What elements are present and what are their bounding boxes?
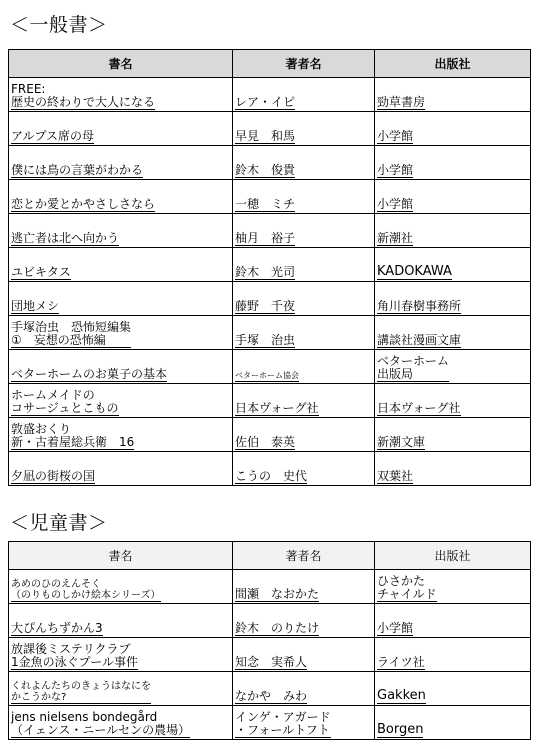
book-publisher: 日本ヴォーグ社 — [377, 400, 461, 415]
book-title: 放課後ミステリクラブ 1金魚の泳ぐプール事件 — [11, 641, 139, 669]
book-publisher: 双葉社 — [377, 468, 414, 483]
book-publisher-cell — [375, 180, 531, 214]
header-title: 書名 — [9, 542, 233, 570]
book-publisher: 小学館 — [377, 620, 414, 635]
table-row — [9, 604, 531, 638]
book-title: 大ぴんちずかん3 — [11, 620, 103, 635]
book-publisher: 小学館 — [377, 196, 414, 211]
book-author: ベターホーム協会 — [235, 371, 299, 380]
table-row — [9, 706, 531, 740]
table-row — [9, 570, 531, 604]
general-books-table — [8, 49, 531, 486]
book-title: FREE: 歴史の終わりで大人になる — [11, 81, 156, 109]
book-title: ベターホームのお菓子の基本 — [11, 366, 168, 381]
book-title: あめのひのえんそく （のりものしかけ絵本シリーズ） — [11, 579, 161, 601]
book-author: 鈴木 のりたけ — [235, 620, 320, 635]
book-title: ユビキタス — [11, 264, 71, 279]
book-author-cell — [233, 248, 375, 282]
table-row — [9, 384, 531, 418]
book-publisher: ライツ社 — [377, 654, 425, 669]
book-title: 僕には鳥の言葉がわかる — [11, 162, 144, 177]
book-title: 団地メシ — [11, 298, 60, 313]
book-title: 恋とか愛とかやさしさなら — [11, 196, 156, 211]
book-author-cell — [233, 706, 375, 740]
book-author: インゲ・アガード ・フォールトフト — [235, 709, 331, 737]
book-title-cell — [9, 706, 233, 740]
children-books-heading: ＜児童書＞ — [10, 512, 108, 534]
book-title-cell — [9, 180, 233, 214]
book-author-cell — [233, 112, 375, 146]
book-author: 手塚 治虫 — [235, 332, 296, 347]
table-row — [9, 146, 531, 180]
book-title-cell — [9, 418, 233, 452]
book-publisher: ベターホーム 出版局 — [377, 353, 450, 381]
book-title-cell — [9, 604, 233, 638]
book-author-cell — [233, 418, 375, 452]
book-title: jens nielsens bondegård （イェンス・ニールセンの農場） — [11, 709, 191, 737]
book-publisher: Gakken — [377, 687, 426, 703]
book-author: 藤野 千夜 — [235, 298, 296, 313]
book-publisher: KADOKAWA — [377, 263, 452, 279]
header-author: 著者名 — [233, 542, 375, 570]
book-title-cell — [9, 78, 233, 112]
table-row — [9, 452, 531, 486]
header-publisher: 出版社 — [375, 50, 531, 78]
book-publisher-cell — [375, 78, 531, 112]
book-publisher-cell — [375, 248, 531, 282]
book-author: こうの 史代 — [235, 468, 308, 483]
header-author: 著者名 — [233, 50, 375, 78]
book-author: なかや みわ — [235, 688, 308, 703]
book-publisher-cell — [375, 706, 531, 740]
book-publisher-cell — [375, 146, 531, 180]
book-title-cell — [9, 570, 233, 604]
table-row — [9, 316, 531, 350]
book-publisher-cell — [375, 214, 531, 248]
book-title-cell — [9, 248, 233, 282]
book-title-cell — [9, 672, 233, 706]
book-publisher-cell — [375, 112, 531, 146]
book-publisher: 新潮社 — [377, 230, 414, 245]
book-title-cell — [9, 384, 233, 418]
table-header-row — [9, 50, 531, 78]
book-title-cell — [9, 350, 233, 384]
book-title: ホームメイドの コサージュとこもの — [11, 387, 119, 415]
table-row — [9, 180, 531, 214]
book-author: 鈴木 俊貴 — [235, 162, 296, 177]
table-row — [9, 78, 531, 112]
children-books-table — [8, 541, 531, 740]
table-row — [9, 112, 531, 146]
book-publisher-cell — [375, 672, 531, 706]
book-title-cell — [9, 146, 233, 180]
book-publisher-cell — [375, 604, 531, 638]
book-author: 柚月 裕子 — [235, 230, 296, 245]
book-publisher-cell — [375, 570, 531, 604]
book-publisher-cell — [375, 350, 531, 384]
book-publisher-cell — [375, 316, 531, 350]
book-publisher: 勁草書房 — [377, 94, 426, 109]
book-author-cell — [233, 672, 375, 706]
book-author-cell — [233, 638, 375, 672]
book-author-cell — [233, 180, 375, 214]
table-row — [9, 350, 531, 384]
book-author-cell — [233, 316, 375, 350]
book-title: 手塚治虫 恐怖短編集 ① 妄想の恐怖編 — [11, 319, 132, 347]
book-title-cell — [9, 214, 233, 248]
book-publisher-cell — [375, 282, 531, 316]
book-author-cell — [233, 282, 375, 316]
book-title: 敦盛おくり 新・古着屋総兵衛 16 — [11, 421, 135, 449]
book-title-cell — [9, 282, 233, 316]
book-author-cell — [233, 78, 375, 112]
book-author-cell — [233, 384, 375, 418]
book-publisher: 角川春樹事務所 — [377, 298, 462, 313]
general-books-heading: ＜一般書＞ — [10, 14, 108, 36]
book-publisher: 小学館 — [377, 128, 414, 143]
book-author: 知念 実希人 — [235, 654, 308, 669]
table-row — [9, 418, 531, 452]
book-publisher-cell — [375, 418, 531, 452]
book-author: 一穂 ミチ — [235, 196, 296, 211]
book-title-cell — [9, 316, 233, 350]
book-publisher-cell — [375, 452, 531, 486]
book-publisher-cell — [375, 638, 531, 672]
book-author: レア・イピ — [235, 94, 296, 109]
book-author-cell — [233, 570, 375, 604]
book-publisher: 小学館 — [377, 162, 414, 177]
book-title: 夕凪の街桜の国 — [11, 468, 96, 483]
book-author: 早見 和馬 — [235, 128, 296, 143]
book-author: 鈴木 光司 — [235, 264, 296, 279]
table-row — [9, 282, 531, 316]
book-author: 日本ヴォーグ社 — [235, 400, 319, 415]
book-publisher: 新潮文庫 — [377, 434, 426, 449]
table-row — [9, 248, 531, 282]
book-author-cell — [233, 350, 375, 384]
book-publisher: ひさかた チャイルド — [377, 573, 437, 601]
book-title: くれよんたちのきょうはなにを かこうかな? — [11, 681, 151, 703]
book-author: 間瀬 なおかた — [235, 586, 320, 601]
book-publisher: Borgen — [377, 721, 424, 737]
book-title-cell — [9, 112, 233, 146]
table-header-row — [9, 542, 531, 570]
book-title-cell — [9, 452, 233, 486]
header-title: 書名 — [9, 50, 233, 78]
book-author-cell — [233, 604, 375, 638]
book-title: アルプス席の母 — [11, 128, 95, 143]
book-author-cell — [233, 452, 375, 486]
table-row — [9, 638, 531, 672]
book-title-cell — [9, 638, 233, 672]
table-row — [9, 214, 531, 248]
table-row — [9, 672, 531, 706]
book-author-cell — [233, 146, 375, 180]
book-publisher-cell — [375, 384, 531, 418]
book-author: 佐伯 泰英 — [235, 434, 296, 449]
book-publisher: 講談社漫画文庫 — [377, 332, 462, 347]
header-publisher: 出版社 — [375, 542, 531, 570]
book-title: 逃亡者は北へ向かう — [11, 230, 120, 245]
book-author-cell — [233, 214, 375, 248]
